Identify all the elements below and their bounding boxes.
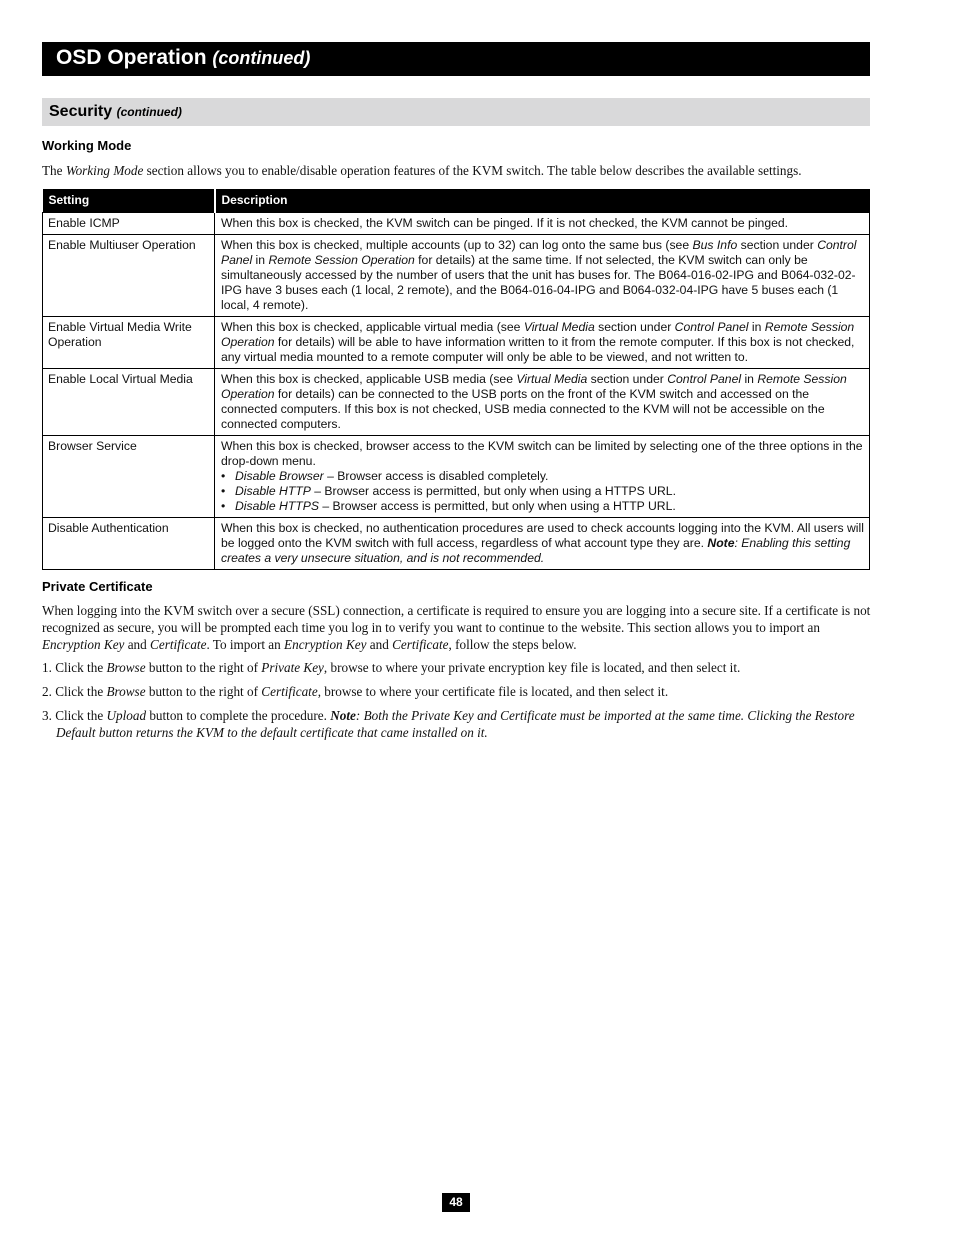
step-3: 3. Click the Upload button to complete the procedure. Note: Both the Private Key and Certificate must be imported at the same time. Clicking the Restore Default button returns the KVM to the default certificate that came installed on it. [42, 708, 855, 740]
step-3-note-label: Note [330, 708, 356, 723]
setting-cell: Browser Service [43, 436, 215, 518]
setting-cell: Enable Multiuser Operation [43, 235, 215, 317]
bullet-item: • Disable HTTPS – Browser access is permitted, but only when using a HTTP URL. [221, 499, 864, 514]
page-title-bar [42, 42, 870, 76]
page-number: 48 [442, 1193, 470, 1212]
description-cell: When this box is checked, applicable USB media (see Virtual Media section under Control Panel in Remote Session Operation for details) can be connected to the USB ports on the front of the KVM switch and accessed on the connected computers. If this box is not checked, USB media connected to the KVM will not be accessible on the connected computers. [215, 369, 870, 436]
table-header-row [43, 189, 870, 213]
private-certificate-heading: Private Certificate [42, 579, 153, 594]
page-title-sub: (continued) [212, 48, 311, 68]
description-cell: When this box is checked, applicable virtual media (see Virtual Media section under Control Panel in Remote Session Operation for details) will be able to have information written to it from the remote computer. If this box is not checked, any virtual media mounted to a remote computer will only be able to be viewed, and not written to. [215, 317, 870, 369]
table-row [43, 518, 870, 570]
note-text: : Enabling this setting creates a very unsecure situation, and is not recommended. [221, 536, 851, 565]
description-cell: When this box is checked, multiple accounts (up to 32) can log onto the same bus (see Bus Info section under Control Panel in Remote Session Operation for details) at the same time. If not selected, the KVM switch can only be simultaneously accessed by the number of users that the unit has buses for. The B064-016-02-IPG and B064-032-02-IPG have 3 buses each (1 local, 2 remote), and the B064-016-04-IPG and B064-032-04-IPG have 5 buses each (1 local, 4 remote). [215, 235, 870, 317]
description-cell: When this box is checked, no authentication procedures are used to check accounts logging into the KVM. All users will be logged onto the KVM switch with full access, regardless of what account type they are. Note: Enabling this setting creates a very unsecure situation, and is not recommended. [215, 518, 870, 570]
working-mode-intro: The Working Mode section allows you to enable/disable operation features of the KVM switch. The table below describes the available settings. [42, 163, 802, 178]
section-heading-bar [42, 98, 870, 126]
setting-cell: Enable Local Virtual Media [43, 369, 215, 436]
table-row [43, 369, 870, 436]
step-1: 1. Click the Browse button to the right of Private Key, browse to where your private encryption key file is located, and then select it. [42, 660, 741, 675]
table-header-setting: Setting [43, 189, 215, 213]
section-title-sub: (continued) [116, 105, 182, 119]
setting-cell: Enable Virtual Media Write Operation [43, 317, 215, 369]
table-row [43, 436, 870, 518]
section-title: Security [49, 103, 113, 120]
description-cell: When this box is checked, the KVM switch can be pinged. If it is not checked, the KVM cannot be pinged. [215, 213, 870, 235]
step-2: 2. Click the Browse button to the right of Certificate, browse to where your certificate file is located, and then select it. [42, 684, 669, 699]
working-mode-heading: Working Mode [42, 138, 132, 153]
page-title: OSD Operation [56, 46, 207, 69]
setting-cell: Enable ICMP [43, 213, 215, 235]
bullet-item: • Disable Browser – Browser access is disabled completely. [221, 469, 864, 484]
settings-table [42, 189, 870, 570]
bullet-item: • Disable HTTP – Browser access is permitted, but only when using a HTTPS URL. [221, 484, 864, 499]
note-label: Note [707, 536, 735, 550]
table-row [43, 213, 870, 235]
setting-cell: Disable Authentication [43, 518, 215, 570]
private-certificate-intro: When logging into the KVM switch over a secure (SSL) connection, a certificate is required to ensure you are logging into a secure site. If a certificate is not recognized as secure, you will be prompted each time you log in to verify you want to continue to the website. This section allows you to import an Encryption Key and Certificate. To import an Encryption Key and Certificate, follow the steps below. [42, 603, 871, 652]
description-cell: When this box is checked, browser access to the KVM switch can be limited by selecting one of the three options in the drop-down menu. • Disable Browser – Browser access is disabled completely. • Disable HTTP – Browser access is permitted, but only when using a HTTPS URL. • Disable HTTPS – Browser access is permitted, but only when using a HTTP URL. [215, 436, 870, 518]
table-header-description: Description [215, 189, 870, 213]
table-row [43, 235, 870, 317]
step-3-note-text: : Both the Private Key and Certificate must be imported at the same time. Clicking the Restore Default button returns the KVM to the default certificate that came installed on it. [56, 708, 855, 740]
table-row [43, 317, 870, 369]
